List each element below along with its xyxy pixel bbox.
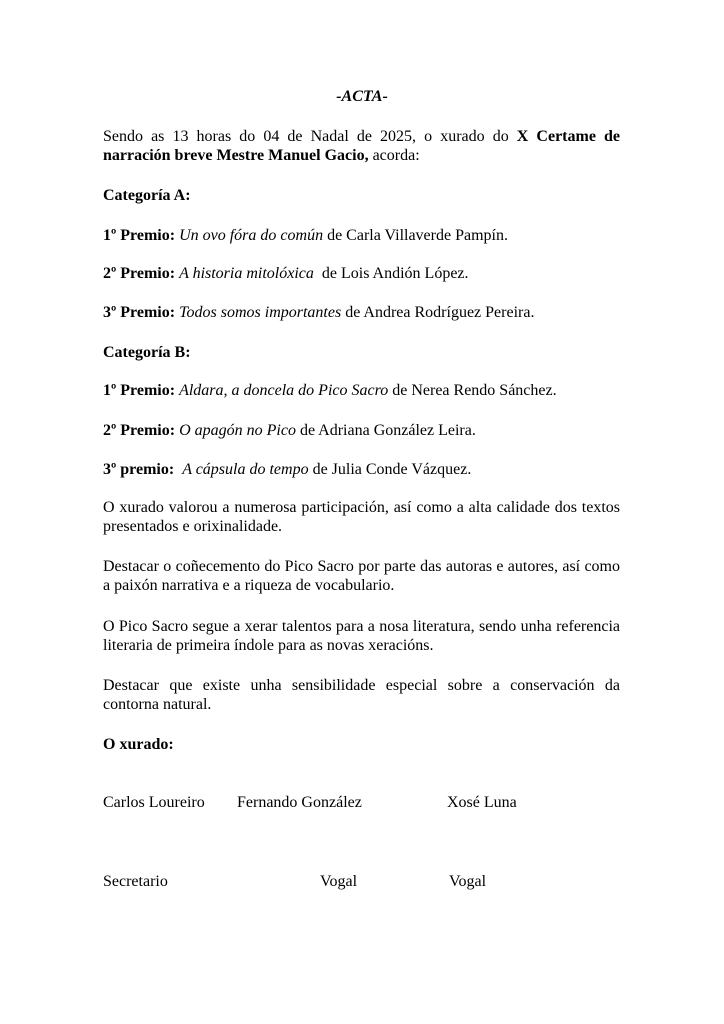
work-title: Todos somos importantes [179, 304, 342, 321]
work-title: O apagón no Pico [179, 422, 296, 439]
jury-member-name: Fernando González [237, 794, 362, 811]
body-paragraph: O xurado valorou a numerosa participación, así como a alta calidade dos textos presentados e orixinalidade. [103, 499, 620, 535]
prize-line: 1º Premio: Un ovo fóra do común de Carla Villaverde Pampín. [103, 227, 508, 244]
jury-heading: O xurado: [103, 736, 174, 753]
prize-line: 2º Premio: A historia mitolóxica de Lois Andión López. [103, 265, 469, 282]
work-title: A cápsula do tempo [182, 461, 309, 478]
jury-member-role: Secretario [103, 873, 168, 890]
prize-line: 3º premio: A cápsula do tempo de Julia Conde Vázquez. [103, 461, 472, 478]
jury-member-role: Vogal [449, 873, 487, 890]
jury-member-role: Vogal [320, 873, 358, 890]
body-paragraph: Destacar o coñecemento do Pico Sacro por parte das autoras e autores, así como a paixón narrativa e a riqueza de vocabulario. [103, 558, 620, 594]
prize-line: 3º Premio: Todos somos importantes de Andrea Rodríguez Pereira. [103, 304, 535, 321]
jury-member-name: Xosé Luna [447, 794, 517, 811]
document-title: -ACTA- [336, 88, 388, 105]
body-paragraph: Destacar que existe unha sensibilidade especial sobre a conservación da contorna natural. [103, 677, 620, 713]
contest-name: X Certame de narración breve Mestre Manuel Gacio, [103, 128, 620, 164]
category-b-heading: Categoría B: [103, 344, 191, 361]
jury-member-name: Carlos Loureiro [103, 794, 205, 811]
category-a-heading: Categoría A: [103, 187, 191, 204]
prize-line: 2º Premio: O apagón no Pico de Adriana González Leira. [103, 422, 476, 439]
body-paragraph: O Pico Sacro segue a xerar talentos para a nosa literatura, sendo unha referencia literaria de primeira índole para as novas xeracións. [103, 618, 620, 654]
intro-paragraph: Sendo as 13 horas do 04 de Nadal de 2025, o xurado do X Certame de narración breve Mestre Manuel Gacio, acorda: [103, 128, 620, 164]
work-title: Aldara, a doncela do Pico Sacro [179, 382, 389, 399]
work-title: Un ovo fóra do común [179, 227, 324, 244]
prize-line: 1º Premio: Aldara, a doncela do Pico Sacro de Nerea Rendo Sánchez. [103, 382, 557, 399]
work-title: A historia mitolóxica [179, 265, 314, 282]
